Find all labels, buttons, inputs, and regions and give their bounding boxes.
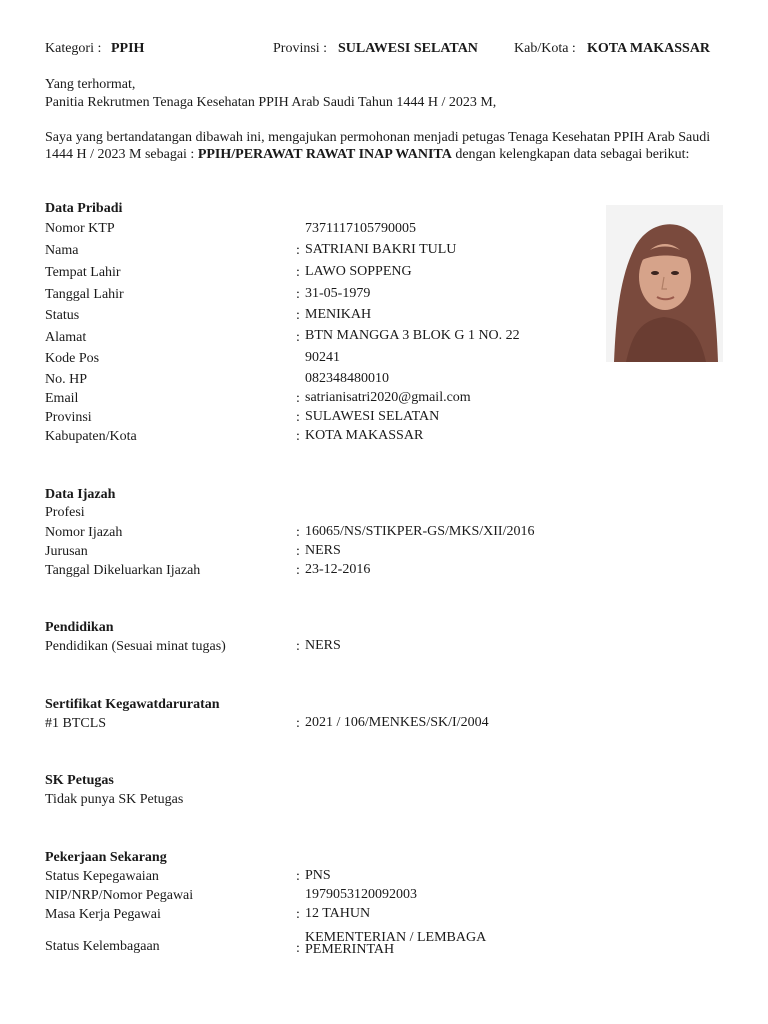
colon-status-kepegawaian: : <box>296 869 300 884</box>
label-btcls: #1 BTCLS <box>45 716 107 731</box>
value-tanggal-lahir: 31-05-1979 <box>305 286 371 301</box>
intro-text-after: dengan kelengkapan data sebagai berikut: <box>451 147 690 162</box>
value-status: MENIKAH <box>305 307 372 322</box>
value-nomor-ijazah: 16065/NS/STIKPER-GS/MKS/XII/2016 <box>305 524 535 539</box>
kabkota-label: Kab/Kota : <box>514 41 576 56</box>
provinsi-label: Provinsi : <box>273 41 328 56</box>
value-pendidikan: NERS <box>305 638 341 653</box>
colon-tanggal-ijazah: : <box>296 563 300 578</box>
section-title-pendidikan: Pendidikan <box>45 620 114 635</box>
label-alamat: Alamat <box>45 330 87 345</box>
label-tempat-lahir: Tempat Lahir <box>45 265 121 280</box>
value-tempat-lahir: LAWO SOPPENG <box>305 264 412 279</box>
colon-tempat-lahir: : <box>296 265 300 280</box>
label-nomor-ijazah: Nomor Ijazah <box>45 525 123 540</box>
colon-provinsi: : <box>296 410 300 425</box>
value-email: satrianisatri2020@gmail.com <box>305 390 471 405</box>
label-status-kelembagaan: Status Kelembagaan <box>45 939 160 954</box>
section-title-sk-petugas: SK Petugas <box>45 773 114 788</box>
value-no-hp: 082348480010 <box>305 371 389 386</box>
kabkota-value: KOTA MAKASSAR <box>587 41 711 56</box>
value-status-kelembagaan-line-1: KEMENTERIAN / LEMBAGA <box>305 930 487 945</box>
colon-nomor-ijazah: : <box>296 525 300 540</box>
value-alamat: BTN MANGGA 3 BLOK G 1 NO. 22 <box>305 328 520 343</box>
intro-text-before: Saya yang bertandatangan dibawah ini, mengajukan permohonan menjadi petugas Tenaga Kesehatan PPIH Arab Saudi 1444 H / 2023 M sebagai : <box>45 130 711 162</box>
value-nip: 1979053120092003 <box>305 887 417 902</box>
kategori-value: PPIH <box>111 41 145 56</box>
salutation-line-2: Panitia Rekrutmen Tenaga Kesehatan PPIH Arab Saudi Tahun 1444 H / 2023 M, <box>45 95 497 110</box>
label-tanggal-lahir: Tanggal Lahir <box>45 287 124 302</box>
label-kabupaten-kota: Kabupaten/Kota <box>45 429 137 444</box>
colon-btcls: : <box>296 716 300 731</box>
value-jurusan: NERS <box>305 543 341 558</box>
kategori-label: Kategori : <box>45 41 102 56</box>
label-masa-kerja: Masa Kerja Pegawai <box>45 907 161 922</box>
label-status: Status <box>45 308 80 323</box>
value-masa-kerja: 12 TAHUN <box>305 906 371 921</box>
label-no-hp: No. HP <box>45 372 88 387</box>
colon-status: : <box>296 308 300 323</box>
label-kode-pos: Kode Pos <box>45 351 100 366</box>
section-title-sertifikat: Sertifikat Kegawatdaruratan <box>45 697 220 712</box>
value-kode-pos: 90241 <box>305 350 340 365</box>
colon-jurusan: : <box>296 544 300 559</box>
value-tanggal-ijazah: 23-12-2016 <box>305 562 371 577</box>
value-nama: SATRIANI BAKRI TULU <box>305 242 457 257</box>
label-nip: NIP/NRP/Nomor Pegawai <box>45 888 194 903</box>
label-tanggal-ijazah: Tanggal Dikeluarkan Ijazah <box>45 563 201 578</box>
section-title-data-pribadi: Data Pribadi <box>45 201 123 216</box>
colon-alamat: : <box>296 330 300 345</box>
colon-pendidikan: : <box>296 639 300 654</box>
label-sk-petugas: Tidak punya SK Petugas <box>45 792 184 807</box>
value-kabupaten-kota: KOTA MAKASSAR <box>305 428 424 443</box>
provinsi-value: SULAWESI SELATAN <box>338 41 478 56</box>
value-provinsi: SULAWESI SELATAN <box>305 409 440 424</box>
label-status-kepegawaian: Status Kepegawaian <box>45 869 159 884</box>
colon-tanggal-lahir: : <box>296 287 300 302</box>
salutation-line-1: Yang terhormat, <box>45 77 136 92</box>
label-pendidikan: Pendidikan (Sesuai minat tugas) <box>45 639 226 654</box>
value-nomor-ktp: 7371117105790005 <box>305 221 416 236</box>
colon-nama: : <box>296 243 300 258</box>
colon-email: : <box>296 391 300 406</box>
value-status-kepegawaian: PNS <box>305 868 331 883</box>
intro-position: PPIH/PERAWAT RAWAT INAP WANITA <box>197 147 452 162</box>
intro-paragraph <box>45 129 725 163</box>
label-provinsi: Provinsi <box>45 410 92 425</box>
colon-masa-kerja: : <box>296 907 300 922</box>
label-email: Email <box>45 391 79 406</box>
label-nama: Nama <box>45 243 79 258</box>
colon-kabupaten-kota: : <box>296 429 300 444</box>
label-nomor-ktp: Nomor KTP <box>45 221 115 236</box>
value-status-kelembagaan-line-2: PEMERINTAH <box>305 942 395 957</box>
label-profesi: Profesi <box>45 505 85 520</box>
value-btcls: 2021 / 106/MENKES/SK/I/2004 <box>305 715 489 730</box>
label-jurusan: Jurusan <box>45 544 88 559</box>
section-title-data-ijazah: Data Ijazah <box>45 487 116 502</box>
colon-status-kelembagaan: : <box>296 941 300 956</box>
applicant-photo <box>606 205 723 362</box>
section-title-pekerjaan: Pekerjaan Sekarang <box>45 850 167 865</box>
